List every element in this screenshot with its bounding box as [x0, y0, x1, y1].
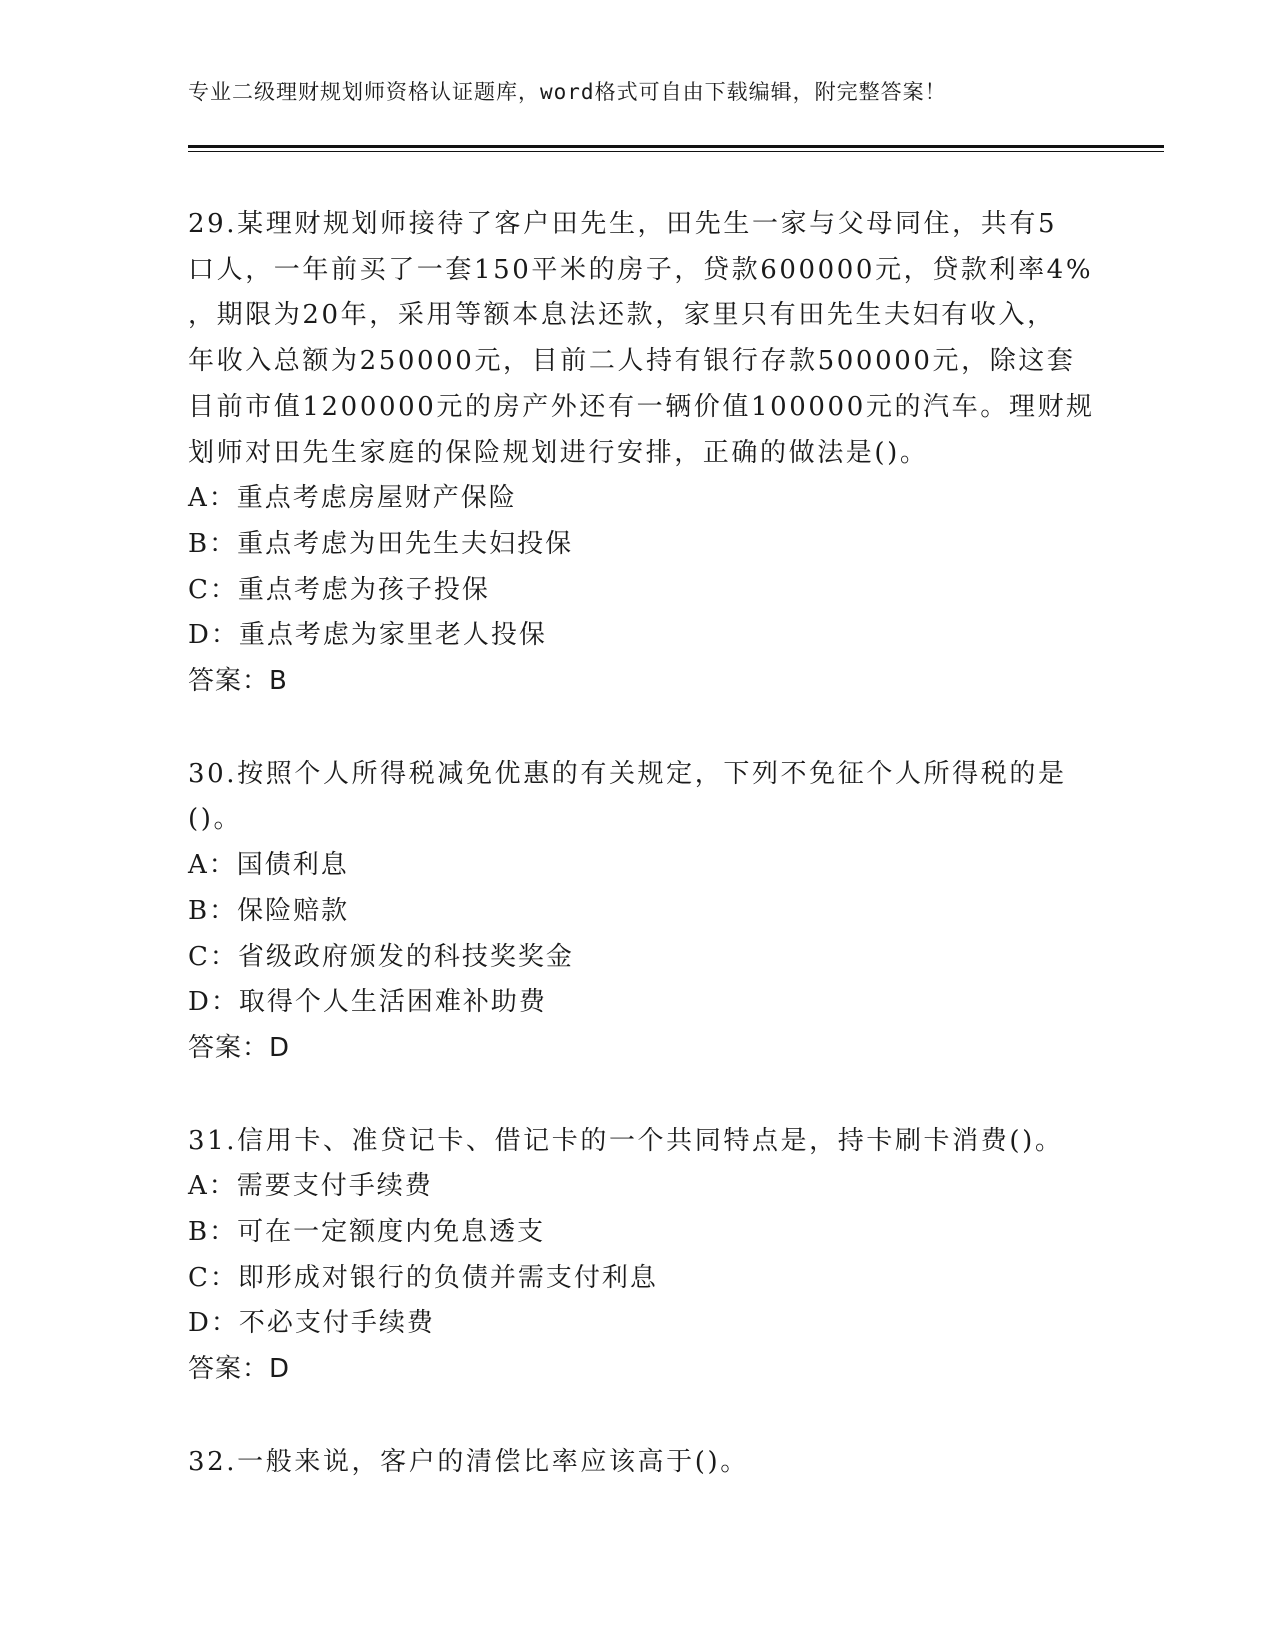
option-a: A：需要支付手续费 [188, 1171, 433, 1202]
option-d: D：不必支付手续费 [188, 1308, 435, 1339]
option-b: B：重点考虑为田先生夫妇投保 [188, 528, 574, 559]
stem-line: 32.一般来说，客户的清偿比率应该高于()。 [188, 1446, 749, 1477]
stem-line: 29.某理财规划师接待了客户田先生，田先生一家与父母同住，共有5 [188, 209, 1058, 239]
header-rule-thick [188, 145, 1164, 148]
stem-line: 31.信用卡、准贷记卡、借记卡的一个共同特点是，持卡刷卡消费()。 [188, 1125, 1064, 1156]
stem-line: ，期限为20年，采用等额本息法还款，家里只有田先生夫妇有收入， [188, 300, 1056, 331]
answer: 答案：B [188, 666, 288, 697]
option-d: D：重点考虑为家里老人投保 [188, 620, 547, 651]
stem-line: 划师对田先生家庭的保险规划进行安排，正确的做法是()。 [188, 437, 929, 468]
question-29 [188, 202, 1095, 705]
answer: 答案：D [188, 1032, 291, 1063]
option-d: D：取得个人生活困难补助费 [188, 987, 547, 1018]
stem-line: 30.按照个人所得税减免优惠的有关规定，下列不免征个人所得税的是 [188, 758, 1067, 789]
option-b: B：可在一定额度内免息透支 [188, 1217, 546, 1248]
question-31 [188, 1119, 1088, 1393]
option-b: B：保险赔款 [188, 895, 350, 926]
option-c: C：重点考虑为孩子投保 [188, 574, 490, 605]
question-stem [188, 752, 1088, 843]
stem-line: ()。 [188, 804, 243, 835]
question-32 [188, 1440, 1088, 1486]
question-30 [188, 752, 1088, 1072]
question-list [188, 202, 1095, 1533]
option-a: A：重点考虑房屋财产保险 [188, 483, 517, 514]
answer: 答案：D [188, 1354, 291, 1385]
option-a: A：国债利息 [188, 850, 349, 881]
page-header: 专业二级理财规划师资格认证题库，word格式可自由下载编辑，附完整答案！ [188, 80, 947, 104]
question-stem [188, 1440, 1088, 1486]
stem-line: 年收入总额为250000元，目前二人持有银行存款500000元，除这套 [188, 346, 1076, 377]
option-c: C：即形成对银行的负债并需支付利息 [188, 1262, 658, 1293]
stem-line: 目前市值1200000元的房产外还有一辆价值100000元的汽车。理财规 [188, 391, 1095, 422]
header-rule-thin [188, 151, 1164, 152]
option-c: C：省级政府颁发的科技奖奖金 [188, 941, 574, 972]
question-stem [188, 1119, 1088, 1165]
question-stem [188, 202, 1095, 476]
stem-line: 口人，一年前买了一套150平米的房子，贷款600000元，贷款利率4% [188, 254, 1094, 285]
